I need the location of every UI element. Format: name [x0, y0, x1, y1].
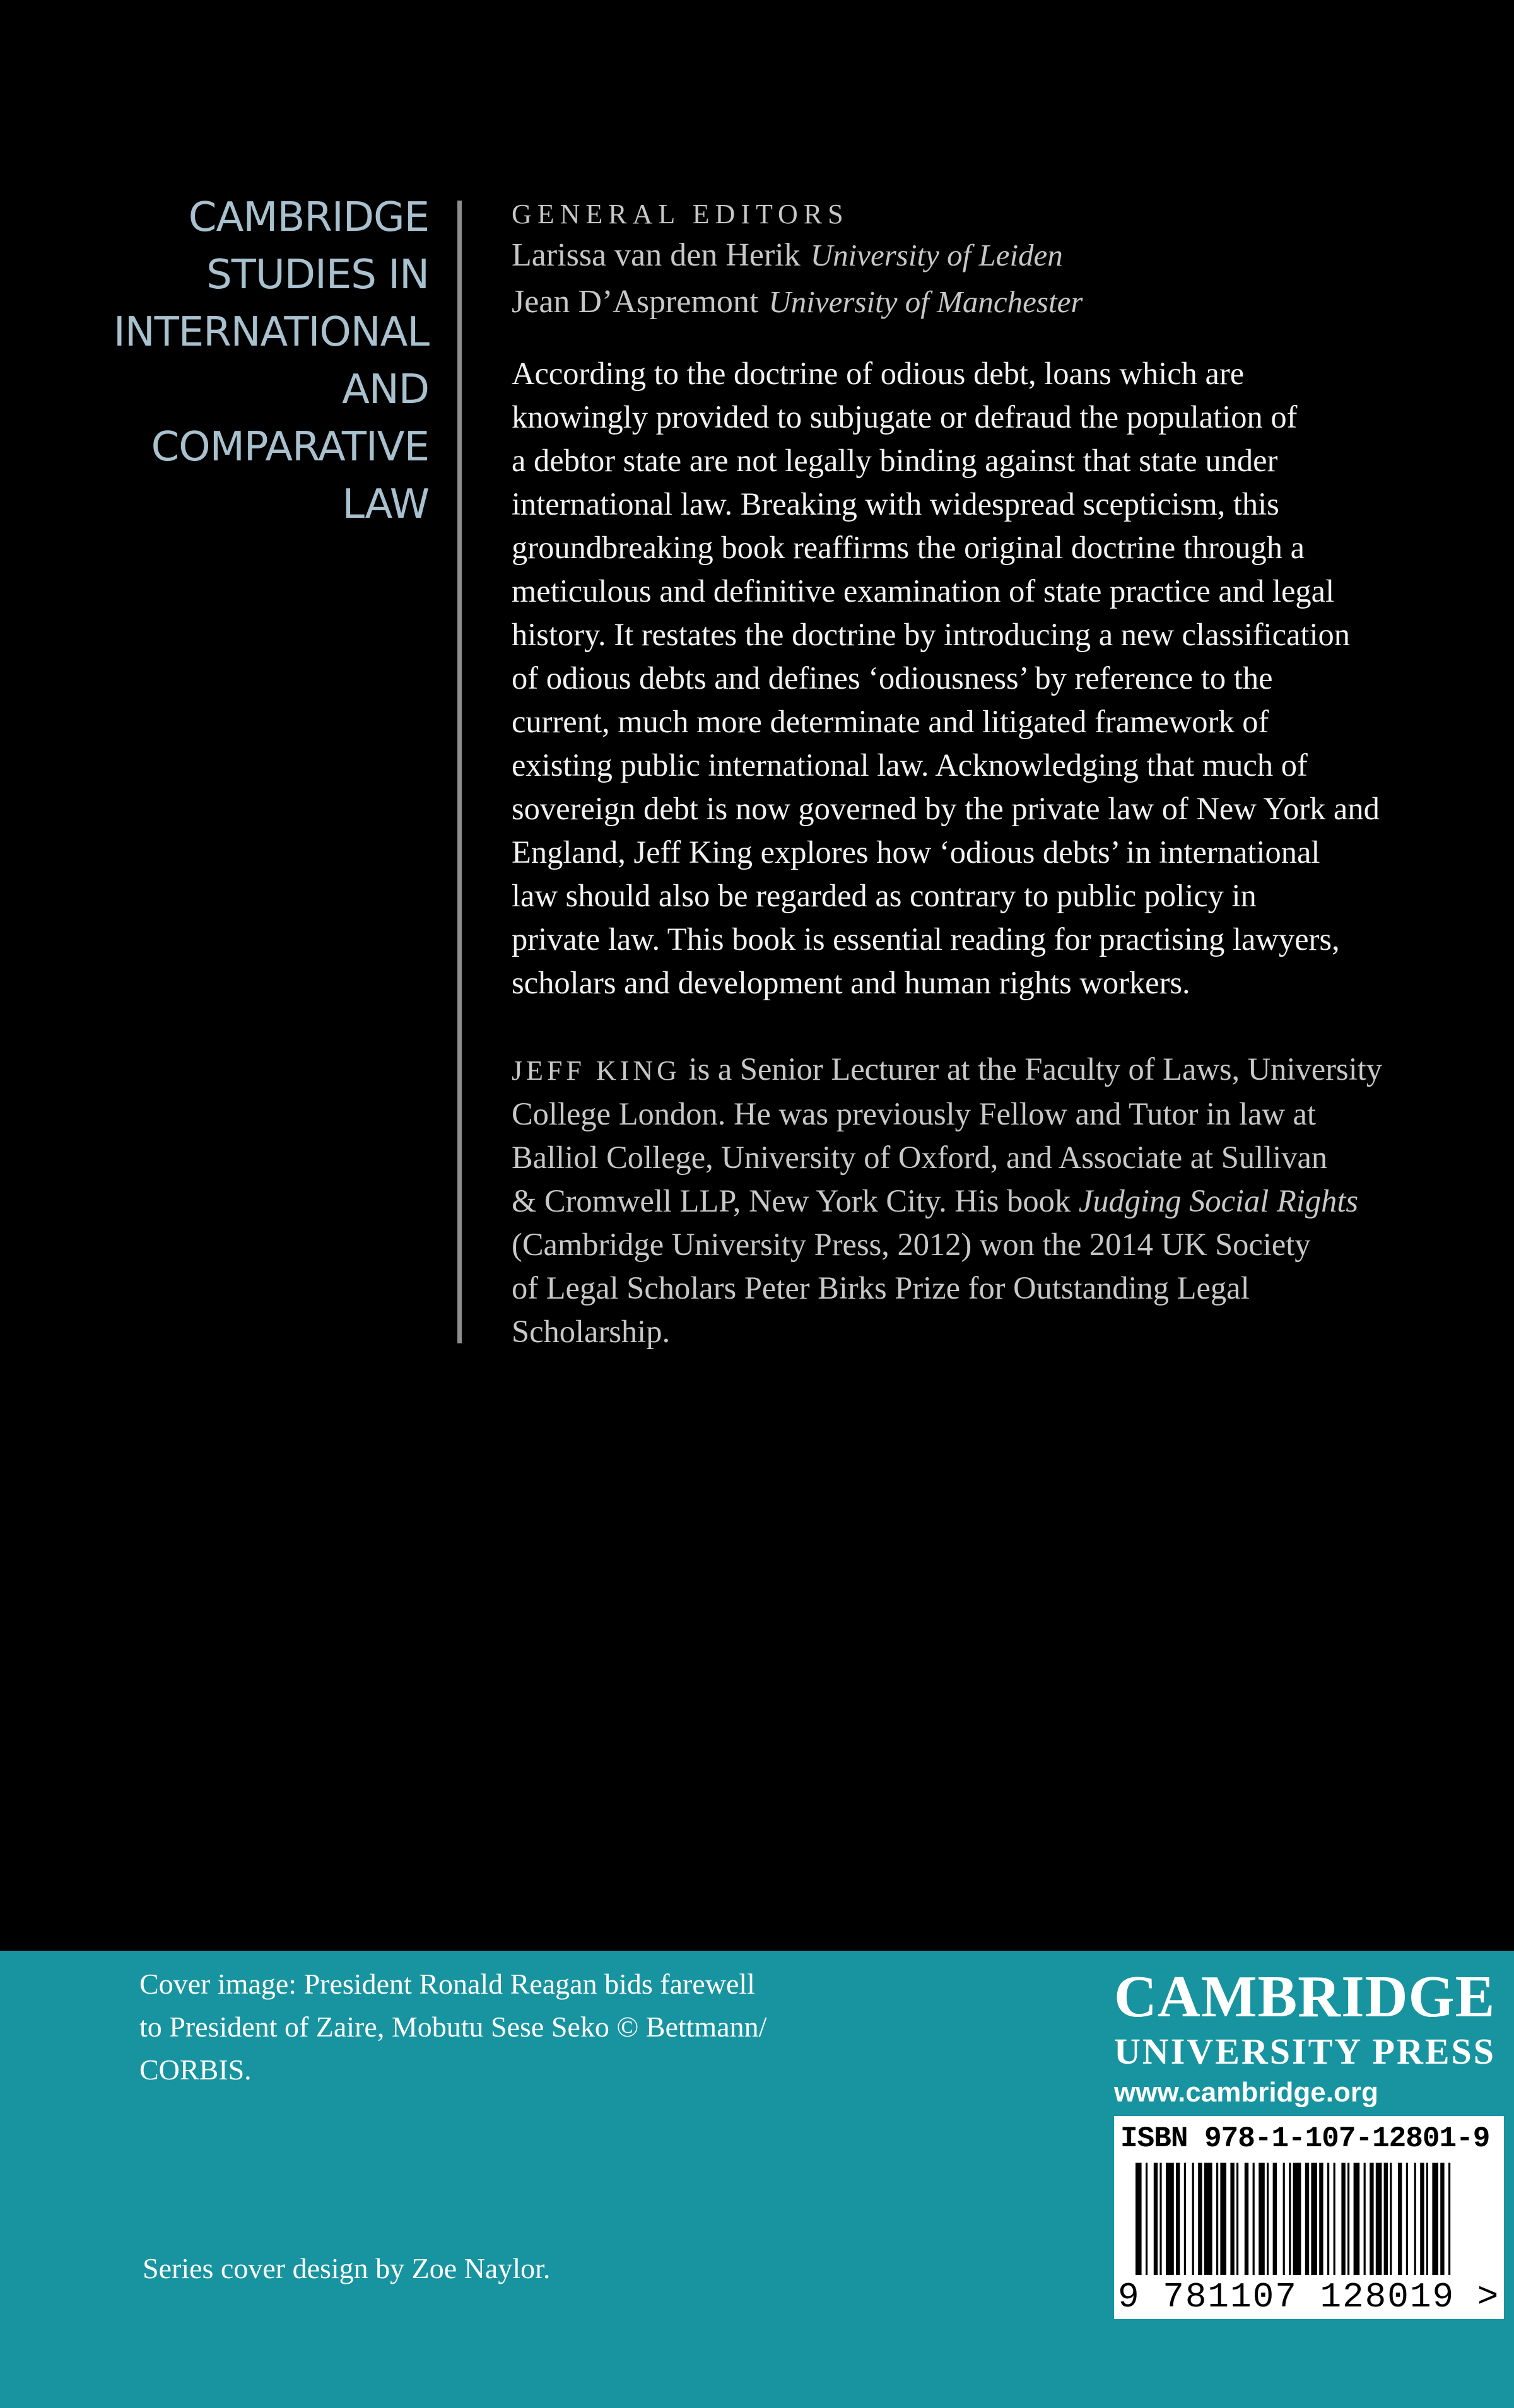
bio-text: & Cromwell LLP, New York City.	[512, 1183, 947, 1219]
publisher-url: www.cambridge.org	[1114, 2077, 1378, 2108]
series-line: INTERNATIONAL	[113, 309, 429, 356]
publisher-subname: UNIVERSITY PRESS	[1114, 2031, 1496, 2072]
general-editors	[512, 197, 1083, 325]
editors-heading: GENERAL EDITORS	[512, 199, 849, 230]
editor-affiliation: University of Manchester	[768, 284, 1083, 319]
series-line: CAMBRIDGE	[188, 194, 429, 241]
cover-image-credit	[139, 1963, 766, 2091]
book-title: Judging Social Rights	[1078, 1183, 1359, 1219]
bio-line: of Legal Scholars Peter Birks Prize for Outstanding Legal	[512, 1270, 1250, 1306]
publisher-logo	[1114, 1964, 1505, 2112]
credit-line: Cover image: President Ronald Reagan bids farewell	[139, 1968, 755, 2000]
barcode-box	[1114, 2116, 1504, 2319]
description-line: history. It restates the doctrine by introducing a new classification	[512, 617, 1350, 652]
description-line: scholars and development and human rights workers.	[512, 965, 1190, 1000]
vertical-divider	[457, 201, 462, 1343]
credit-line: CORBIS.	[139, 2054, 252, 2086]
description-line: existing public international law. Acknowledging that much of	[512, 747, 1308, 783]
bio-text: His book	[954, 1183, 1079, 1219]
description-line: knowingly provided to subjugate or defraud the population of	[512, 399, 1298, 435]
author-name: JEFF KING	[512, 1055, 681, 1086]
editor-entry	[512, 232, 1083, 279]
description-line: of odious debts and defines ‘odiousness’ by reference to the	[512, 660, 1273, 696]
barcode-digits: 9 781107 128019 >	[1118, 2277, 1500, 2317]
description-line: sovereign debt is now governed by the private law of New York and	[512, 791, 1380, 826]
book-description	[512, 352, 1433, 1005]
description-line: law should also be regarded as contrary to public policy in	[512, 878, 1257, 913]
series-line: LAW	[342, 481, 429, 528]
description-line: England, Jeff King explores how ‘odious debts’ in international	[512, 834, 1320, 870]
editor-name: Larissa van den Herik	[512, 237, 801, 273]
description-line: international law. Breaking with widespread scepticism, this	[512, 486, 1279, 522]
description-line: current, much more determinate and litigated framework of	[512, 704, 1269, 739]
bio-line	[512, 1179, 1433, 1223]
description-line: meticulous and definitive examination of state practice and legal	[512, 573, 1335, 609]
credit-line: to President of Zaire, Mobutu Sese Seko © Bettmann/	[139, 2011, 767, 2043]
bio-line: Balliol College, University of Oxford, and Associate at Sullivan	[512, 1140, 1328, 1175]
series-line: STUDIES IN	[206, 252, 429, 298]
bio-line	[512, 1048, 1433, 1092]
series-line: COMPARATIVE	[151, 424, 429, 470]
series-title	[76, 189, 429, 534]
bio-line: College London. He was previously Fellow and Tutor in law at	[512, 1096, 1317, 1131]
isbn-label: ISBN 978-1-107-12801-9	[1120, 2122, 1490, 2155]
design-credit: Series cover design by Zoe Naylor.	[143, 2252, 551, 2284]
bio-line: (Cambridge University Press, 2012) won the 2014 UK Society	[512, 1227, 1311, 1262]
description-line: According to the doctrine of odious debt, loans which are	[512, 356, 1245, 391]
description-line: groundbreaking book reaffirms the original doctrine through a	[512, 530, 1305, 565]
author-bio	[512, 1048, 1433, 1353]
publisher-name: CAMBRIDGE	[1114, 1964, 1496, 2030]
description-line: a debtor state are not legally binding against that state under	[512, 443, 1278, 478]
series-line: AND	[342, 366, 429, 413]
editor-entry	[512, 279, 1083, 325]
editor-affiliation: University of Leiden	[810, 238, 1063, 272]
editor-name: Jean D’Aspremont	[512, 284, 759, 320]
bio-line: Scholarship.	[512, 1314, 671, 1349]
bio-text: is a Senior Lecturer at the Faculty of Laws, University	[680, 1051, 1383, 1087]
description-line: private law. This book is essential reading for practising lawyers,	[512, 921, 1340, 957]
